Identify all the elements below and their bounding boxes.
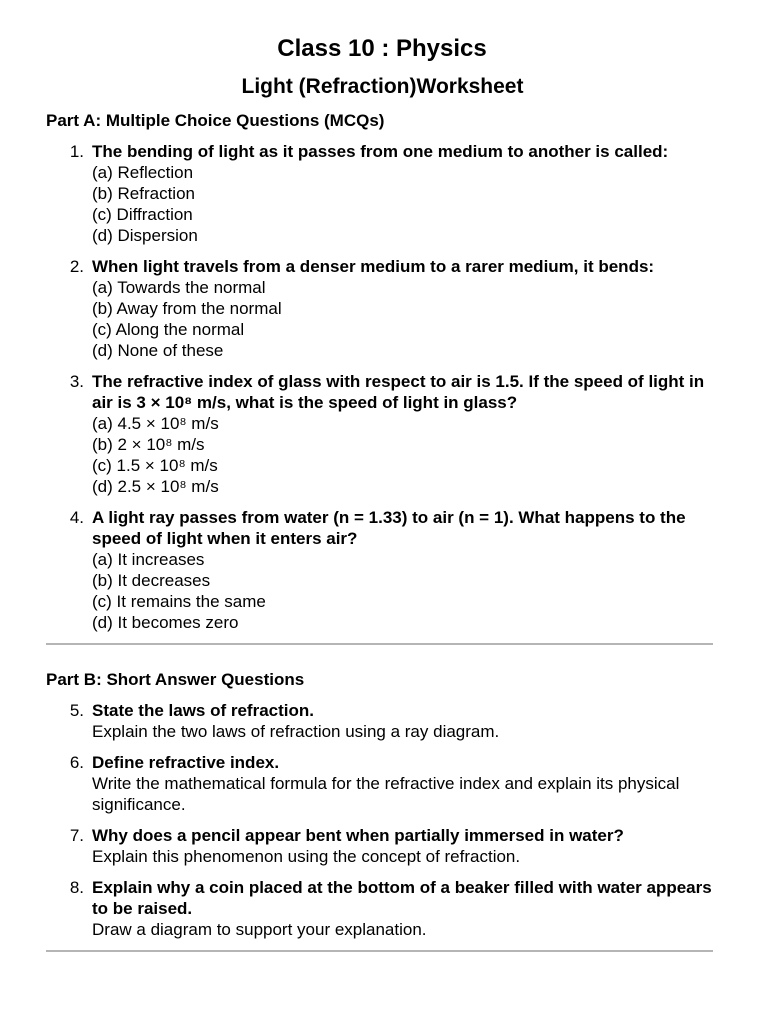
question-number: 6.	[69, 753, 84, 772]
option-a: (a) 4.5 × 10⁸ m/s	[92, 414, 219, 433]
question-text: Why does a pencil appear bent when partially immersed in water?	[92, 826, 624, 845]
question-detail: Explain this phenomenon using the concept of refraction.	[92, 847, 521, 866]
part-a-question-list	[46, 141, 713, 633]
question-detail: Write the mathematical formula for the refractive index and explain its physical significance.	[92, 774, 680, 814]
question-number: 2.	[69, 257, 84, 276]
part-b-heading: Part B: Short Answer Questions	[46, 670, 305, 689]
question-number: 1.	[69, 142, 84, 161]
option-a: (a) It increases	[92, 550, 205, 569]
option-b: (b) It decreases	[92, 571, 211, 590]
option-d: (d) It becomes zero	[92, 613, 239, 632]
option-c: (c) Diffraction	[92, 205, 193, 224]
part-a-heading: Part A: Multiple Choice Questions (MCQs)	[46, 111, 385, 130]
option-a: (a) Reflection	[92, 163, 194, 182]
option-c: (c) It remains the same	[92, 592, 266, 611]
option-b: (b) Refraction	[92, 184, 195, 203]
option-b: (b) Away from the normal	[92, 299, 282, 318]
question-text: State the laws of refraction.	[92, 701, 314, 720]
section-divider	[46, 643, 713, 645]
option-d: (d) 2.5 × 10⁸ m/s	[92, 477, 219, 496]
section-divider	[46, 950, 713, 952]
question-detail: Draw a diagram to support your explanation.	[92, 920, 427, 939]
question-4	[46, 507, 713, 633]
question-text: The bending of light as it passes from one medium to another is called:	[92, 142, 669, 161]
question-text: A light ray passes from water (n = 1.33) to air (n = 1). What happens to the speed of light when it enters air?	[92, 508, 686, 548]
question-text: The refractive index of glass with respect to air is 1.5. If the speed of light in air is 3 × 10⁸ m/s, what is the speed of light in glass?	[92, 372, 705, 412]
option-d: (d) None of these	[92, 341, 224, 360]
option-d: (d) Dispersion	[92, 226, 198, 245]
part-b-question-list	[46, 700, 713, 940]
question-detail: Explain the two laws of refraction using a ray diagram.	[92, 722, 500, 741]
option-c: (c) Along the normal	[92, 320, 245, 339]
page-subtitle: Light (Refraction)Worksheet	[241, 75, 524, 98]
question-2	[46, 256, 713, 361]
question-number: 8.	[69, 878, 84, 897]
question-5	[46, 700, 713, 742]
question-8	[46, 877, 713, 940]
question-number: 7.	[69, 826, 84, 845]
option-b: (b) 2 × 10⁸ m/s	[92, 435, 205, 454]
question-number: 4.	[69, 508, 84, 527]
question-6	[46, 752, 713, 815]
question-text: Explain why a coin placed at the bottom of a beaker filled with water appears to be raised.	[92, 878, 712, 918]
question-number: 5.	[69, 701, 84, 720]
question-text: Define refractive index.	[92, 753, 280, 772]
question-3	[46, 371, 713, 497]
question-7	[46, 825, 713, 867]
question-text: When light travels from a denser medium to a rarer medium, it bends:	[92, 257, 655, 276]
question-number: 3.	[69, 372, 84, 391]
option-c: (c) 1.5 × 10⁸ m/s	[92, 456, 218, 475]
question-1	[46, 141, 713, 246]
option-a: (a) Towards the normal	[92, 278, 266, 297]
page-title: Class 10 : Physics	[277, 35, 487, 62]
